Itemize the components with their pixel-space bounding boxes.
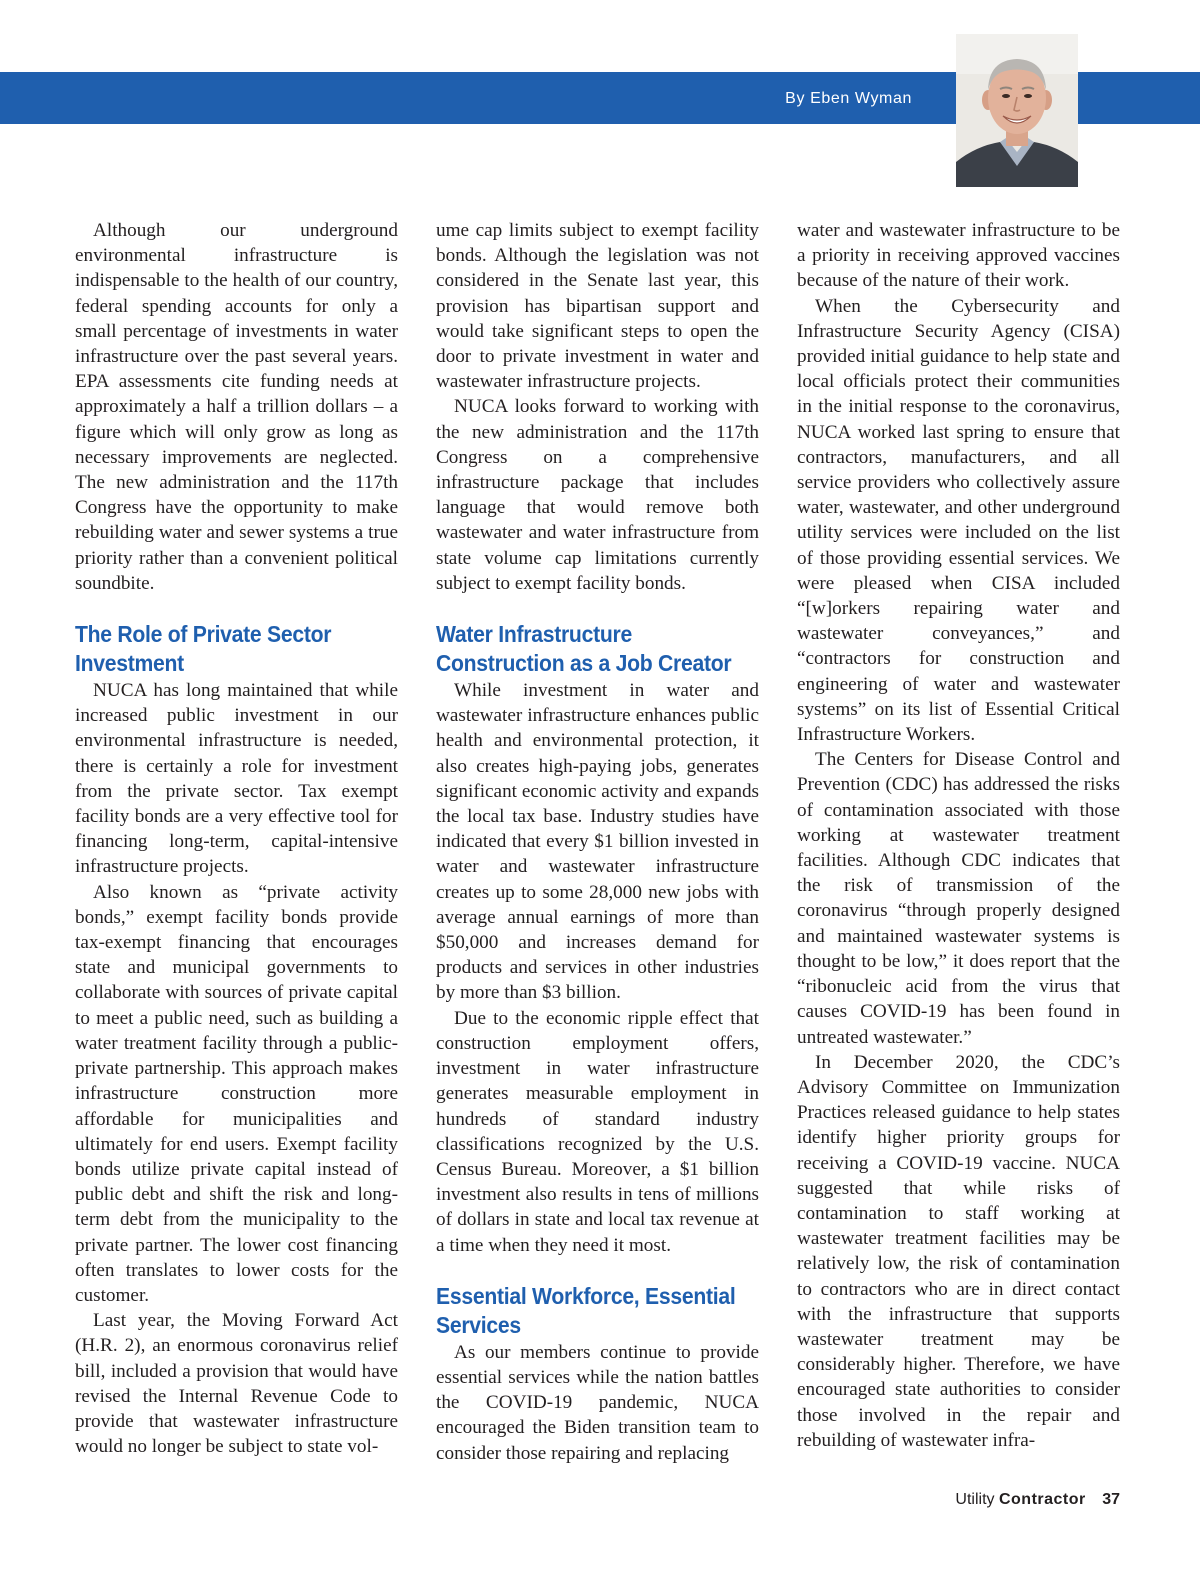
footer-brand-bold: Contractor [998, 1491, 1086, 1508]
author-photo [956, 34, 1078, 187]
body-paragraph: Due to the economic ripple effect that construction employment offers, investment in water infrastructure generates measurable employment in hundreds of standard industry classifications recognized by the U.S. Census Bureau. Moreover, a $1 billion investment also results in tens of millions of dollars in state and local tax revenue at a time when they need it most. [436, 1007, 759, 1256]
article-column-3 [797, 218, 1120, 1453]
body-paragraph: The Centers for Disease Control and Prevention (CDC) has addressed the risks of contamination associated with those working at wastewater treatment facilities. Although CDC indicates that the risk of transmission of the coronavirus “through properly designed and maintained wastewater systems is thought to be low,” it does report that the “ribonucleic acid from the virus that causes COVID-19 has been found in untreated wastewater.” [797, 749, 1120, 1048]
body-paragraph: In December 2020, the CDC’s Advisory Committee on Immunization Practices released guidance to help states identify higher priority groups for receiving a COVID-19 vaccine. NUCA suggested that while risks of contamination to staff working at wastewater treatment facilities may be relatively low, the risk of contamination to contractors who are in direct contact with the infrastructure that supports wastewater treatment may be considerably higher. Therefore, we have encouraged state authorities to consider those involved in the repair and rebuilding of wastewater infra- [797, 1051, 1120, 1451]
body-paragraph: NUCA looks forward to working with the new administration and the 117th Congress on a comprehensive infrastructure package that includes language that would remove both wastewater and water infrastructure from state volume cap limitations currently subject to exempt facility bonds. [436, 396, 759, 594]
page-footer [955, 1491, 1120, 1509]
body-paragraph: NUCA has long maintained that while increased public investment in our environmental infrastructure is needed, there is certainly a role for investment from the private sector. Tax exempt facility bonds are a very effective tool for financing long-term, capital-intensive infrastructure projects. [75, 680, 398, 878]
body-paragraph: When the Cybersecurity and Infrastructure Security Agency (CISA) provided initial guidance to help state and local officials protect their communities in the initial response to the coronavirus, NUCA worked last spring to ensure that contractors, manufacturers, and all service providers who collectively assure water, wastewater, and other underground utility services were included on the list of those providing essential services. We were pleased when CISA included “[w]orkers repairing water and wastewater conveyances,” and “contractors for construction and engineering of water and wastewater systems” on its list of Essential Critical Infrastructure Workers. [797, 295, 1120, 746]
section-heading: Essential Workforce, Essential Services [436, 1282, 736, 1338]
body-paragraph: water and wastewater infrastructure to be a priority in receiving approved vaccines because of the nature of their work. [797, 220, 1120, 292]
section-heading: The Role of Private Sector Investment [75, 621, 332, 677]
article-column-1 [75, 218, 398, 1459]
page-number: 37 [1102, 1491, 1120, 1508]
body-paragraph: ume cap limits subject to exempt facility bonds. Although the legislation was not considered in the Senate last year, this provision has bipartisan support and would take significant steps to open the door to private investment in water and wastewater infrastructure projects. [436, 220, 759, 393]
body-paragraph: Last year, the Moving Forward Act (H.R. 2), an enormous coronavirus relief bill, included a provision that would have revised the Internal Revenue Code to provide that wastewater infrastructure would no longer be subject to state vol- [75, 1310, 398, 1458]
body-paragraph: As our members continue to provide essential services while the nation battles the COVID-19 pandemic, NUCA encouraged the Biden transition team to consider those repairing and replacing [436, 1341, 759, 1464]
section-heading: Water Infrastructure Construction as a Job Creator [436, 621, 732, 677]
byline: By Eben Wyman [785, 90, 912, 107]
body-paragraph: While investment in water and wastewater infrastructure enhances public health and environmental protection, it also creates high-paying jobs, generates significant economic activity and expands the local tax base. Industry studies have indicated that every $1 billion invested in water and wastewater infrastructure creates up to some 28,000 new jobs with average annual earnings of more than $50,000 and increases demand for products and services in other industries by more than $3 billion. [436, 680, 759, 1004]
body-paragraph: Also known as “private activity bonds,” exempt facility bonds provide tax-exempt financing that encourages state and municipal governments to collaborate with sources of private capital to meet a public need, such as building a water treatment facility through a public-private partnership. This approach makes infrastructure construction more affordable for municipalities and ultimately for end users. Exempt facility bonds utilize private capital instead of public debt and shift the risk and long-term debt from the municipality to the private partner. The lower cost financing often translates to lower costs for the customer. [75, 881, 398, 1306]
footer-brand-light: Utility [955, 1491, 995, 1508]
author-portrait-image [956, 34, 1078, 187]
article-column-2 [436, 218, 759, 1466]
body-paragraph: Although our underground environmental infrastructure is indispensable to the health of our country, federal spending accounts for only a small percentage of investments in water infrastructure over the past several years. EPA assessments cite funding needs at approximately a half a trillion dollars – a figure which will only grow as long as necessary improvements are neglected. The new administration and the 117th Congress have the opportunity to make rebuilding water and sewer systems a true priority rather than a convenient political soundbite. [75, 220, 398, 594]
